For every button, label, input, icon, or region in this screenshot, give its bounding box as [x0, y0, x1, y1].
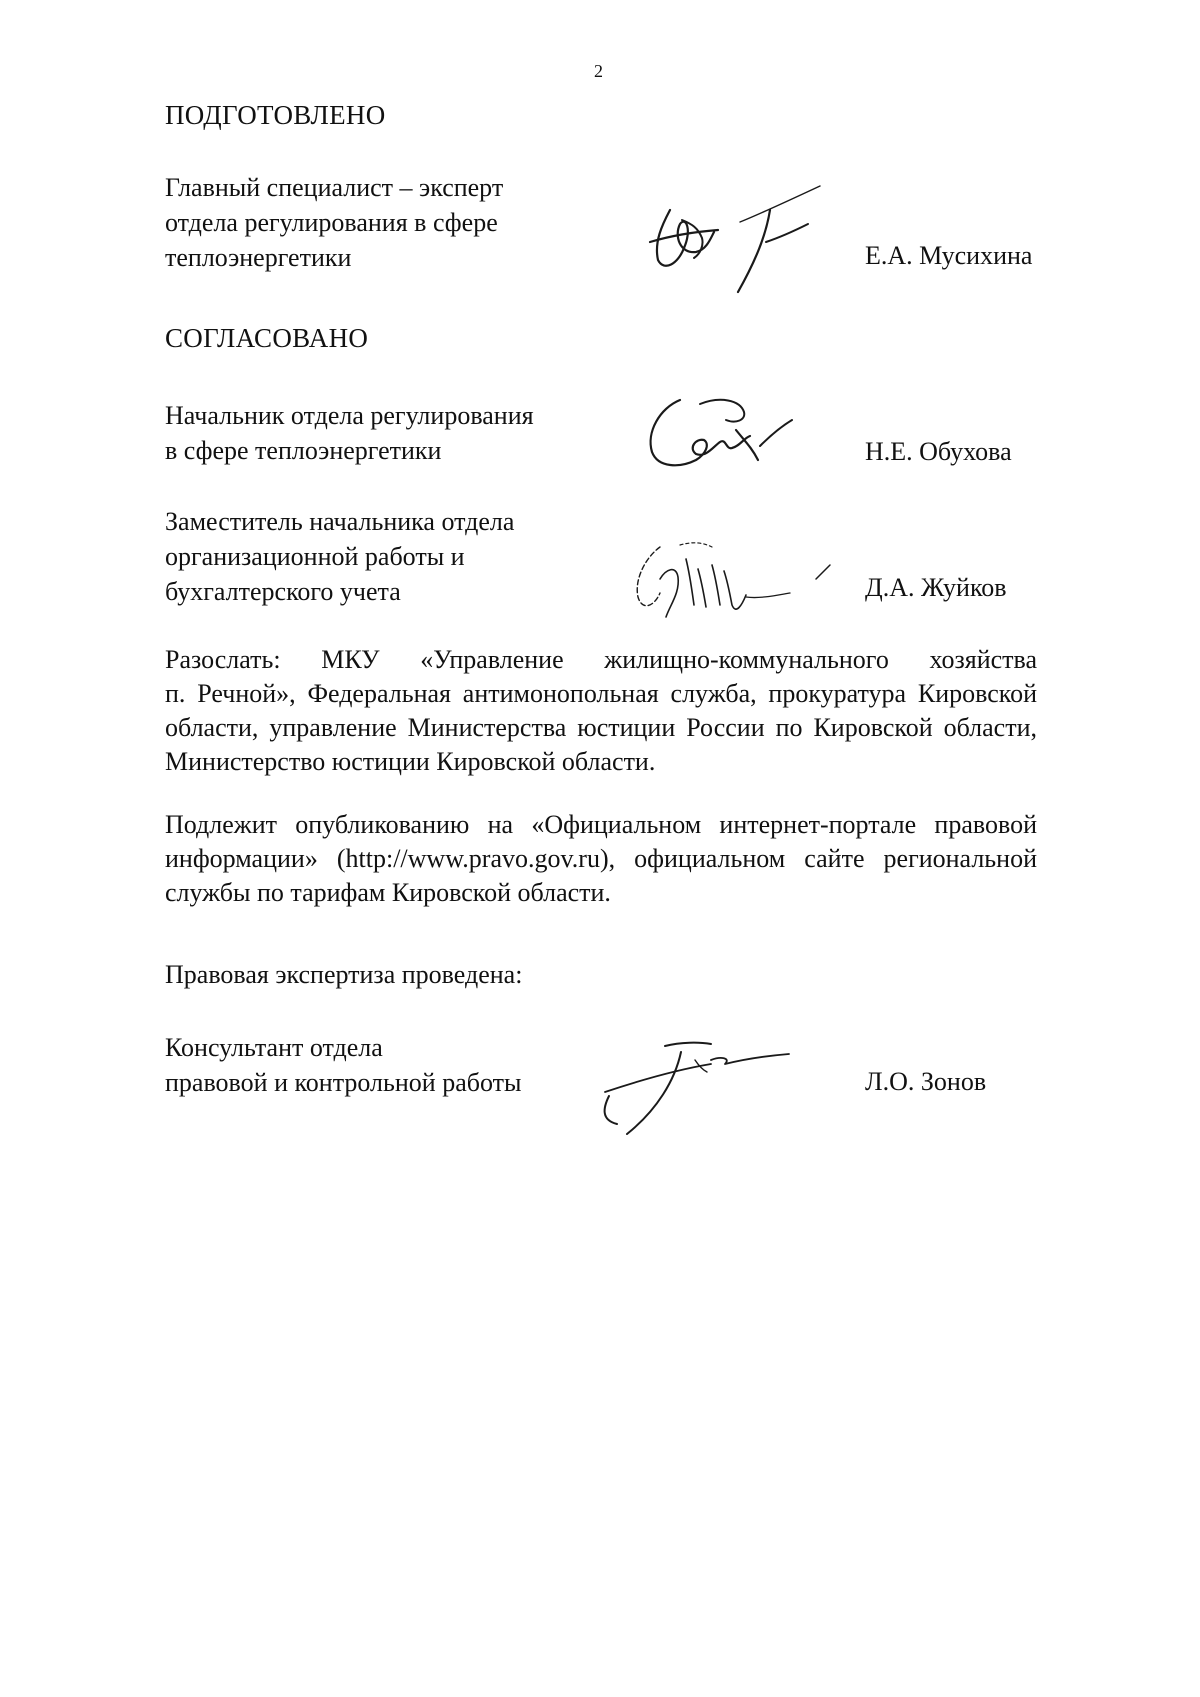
legal-review-position: [165, 1030, 521, 1100]
legal-review-position-line: правовой и контрольной работы: [165, 1068, 522, 1097]
distribution-line: области, управление Министерства юстиции России по Кировской области,: [165, 713, 1037, 742]
signature-zonov: [595, 1030, 795, 1140]
legal-review-name: Л.О. Зонов: [865, 1067, 987, 1096]
agreed-signer-1-position: [165, 398, 534, 468]
distribution-line: Разослать: МКУ «Управление жилищно-коммунального хозяйства: [165, 645, 1037, 674]
signature-musikhina: [640, 180, 830, 300]
prepared-position-line: теплоэнергетики: [165, 243, 352, 272]
legal-review-position-line: Консультант отдела: [165, 1033, 383, 1062]
publication-line: информации» (http://www.pravo.gov.ru), официальном сайте региональной: [165, 844, 1037, 873]
agreed-signer-2-position-line: бухгалтерского учета: [165, 577, 401, 606]
distribution-line: п. Речной», Федеральная антимонопольная служба, прокуратура Кировской: [165, 679, 1037, 708]
distribution-paragraph: [165, 643, 1037, 779]
agreed-signer-2-name: Д.А. Жуйков: [865, 573, 1007, 602]
prepared-position: [165, 170, 503, 275]
agreed-heading: СОГЛАСОВАНО: [165, 323, 369, 353]
legal-review-heading: Правовая экспертиза проведена:: [165, 960, 523, 989]
prepared-position-line: отдела регулирования в сфере: [165, 208, 498, 237]
agreed-signer-2-position-line: Заместитель начальника отдела: [165, 507, 515, 536]
prepared-heading: ПОДГОТОВЛЕНО: [165, 100, 386, 130]
prepared-name: Е.А. Мусихина: [865, 241, 1033, 270]
publication-line: Подлежит опубликованию на «Официальном интернет-портале правовой: [165, 810, 1037, 839]
agreed-signer-2-position-line: организационной работы и: [165, 542, 465, 571]
prepared-position-line: Главный специалист – эксперт: [165, 173, 504, 202]
publication-line: службы по тарифам Кировской области.: [165, 878, 611, 907]
signature-obukhova: [640, 390, 800, 480]
signature-zhuikov: [620, 535, 840, 630]
distribution-line: Министерство юстиции Кировской области.: [165, 747, 656, 776]
publication-paragraph: [165, 808, 1037, 910]
agreed-signer-1-name: Н.Е. Обухова: [865, 437, 1012, 466]
agreed-signer-2-position: [165, 504, 514, 609]
page-number: 2: [594, 61, 603, 81]
agreed-signer-1-position-line: Начальник отдела регулирования: [165, 401, 534, 430]
agreed-signer-1-position-line: в сфере теплоэнергетики: [165, 436, 442, 465]
